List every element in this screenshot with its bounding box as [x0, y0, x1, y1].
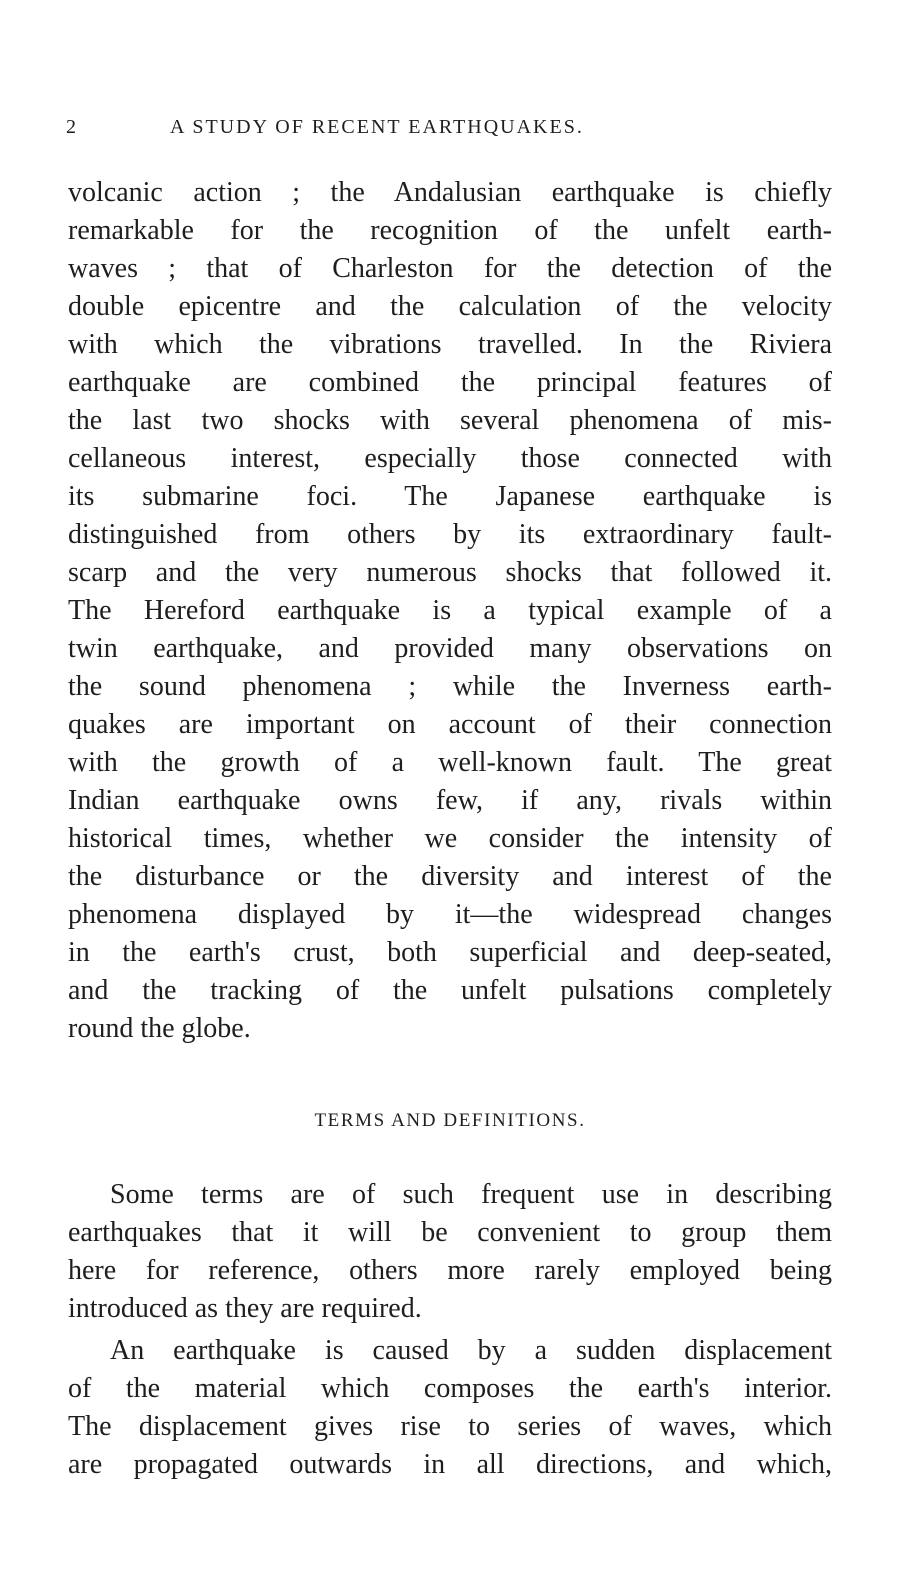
text-line: volcanic action ; the Andalusian earthquake is chiefly — [68, 177, 832, 208]
text-line: double epicentre and the calculation of the velocity — [68, 291, 832, 322]
text-line: with the growth of a well-known fault. The great — [68, 747, 832, 778]
text-line: introduced as they are required. — [68, 1293, 422, 1324]
text-line: The Hereford earthquake is a typical example of a — [68, 595, 832, 626]
text-line: earthquake are combined the principal features of — [68, 367, 832, 398]
text-line: historical times, whether we consider the intensity of — [68, 823, 832, 854]
text-line: here for reference, others more rarely employed being — [68, 1255, 832, 1286]
text-line: twin earthquake, and provided many observations on — [68, 633, 832, 664]
text-line: earthquakes that it will be convenient to group them — [68, 1217, 832, 1248]
text-line: of the material which composes the earth's interior. — [68, 1373, 832, 1404]
section-heading: TERMS AND DEFINITIONS. — [314, 1110, 586, 1131]
text-line: The displacement gives rise to series of waves, which — [68, 1411, 832, 1442]
text-line: cellaneous interest, especially those connected with — [68, 443, 832, 474]
text-line: An earthquake is caused by a sudden displacement — [110, 1335, 832, 1366]
text-line: remarkable for the recognition of the unfelt earth- — [68, 215, 832, 246]
text-line: and the tracking of the unfelt pulsations completely — [68, 975, 832, 1006]
running-head — [66, 116, 836, 146]
text-line: the sound phenomena ; while the Inverness earth- — [68, 671, 832, 702]
text-line: are propagated outwards in all directions, and which, — [68, 1449, 832, 1480]
text-line: round the globe. — [68, 1013, 251, 1044]
text-line: scarp and the very numerous shocks that followed it. — [68, 557, 832, 588]
page-number: 2 — [66, 116, 78, 138]
text-line: Some terms are of such frequent use in describing — [110, 1179, 832, 1210]
text-line: in the earth's crust, both superficial and deep-seated, — [68, 937, 832, 968]
text-line: its submarine foci. The Japanese earthquake is — [68, 481, 832, 512]
text-line: distinguished from others by its extraordinary fault- — [68, 519, 832, 550]
text-line: with which the vibrations travelled. In the Riviera — [68, 329, 832, 360]
text-line: phenomena displayed by it—the widespread changes — [68, 899, 832, 930]
text-line: waves ; that of Charleston for the detection of the — [68, 253, 832, 284]
text-line: the disturbance or the diversity and interest of the — [68, 861, 832, 892]
running-title: A STUDY OF RECENT EARTHQUAKES. — [170, 116, 584, 138]
text-line: the last two shocks with several phenomena of mis- — [68, 405, 832, 436]
text-line: quakes are important on account of their connection — [68, 709, 832, 740]
text-line: Indian earthquake owns few, if any, rivals within — [68, 785, 832, 816]
